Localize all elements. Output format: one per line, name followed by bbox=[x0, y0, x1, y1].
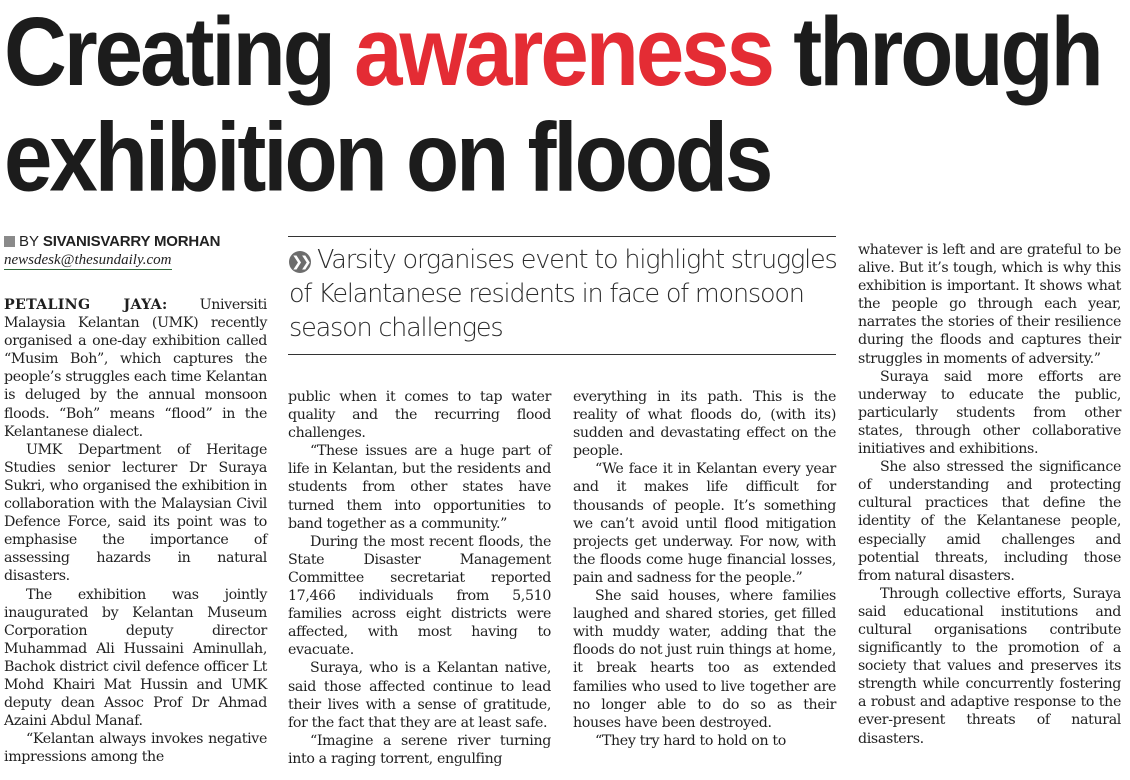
paragraph: Suraya said more efforts are underway to educate the public, particularly students from other states, through other collaborative initiatives and exhibitions. bbox=[858, 368, 1121, 458]
paragraph-text: Universiti Malaysia Kelantan (UMK) recently organised a one-day exhibition called “Musim Boh”, which captures the people’s struggles each time Kelantan is deluged by the annual monsoon floods. “Boh” means “flood” in the Kelantanese dialect. bbox=[4, 297, 267, 440]
paragraph: During the most recent floods, the State Disaster Management Committee secretariat reported 17,466 individuals from 5,510 families across eight districts were affected, with most having to evacuate. bbox=[288, 533, 551, 659]
paragraph: UMK Department of Heritage Studies senior lecturer Dr Suraya Sukri, who organised the exhibition in collaboration with the Malaysian Civil Defence Force, said its point was to emphasise the importance of assessing hazards in natural disasters. bbox=[4, 441, 267, 585]
byline-prefix: BY bbox=[19, 233, 43, 250]
paragraph: She said houses, where families laughed and shared stories, get filled with muddy water, adding that the floods do not just ruin things at home, it break hearts too as extended families who used to live together are no longer able to do so as their houses have been destroyed. bbox=[573, 588, 836, 731]
paragraph: “They try hard to hold on to bbox=[595, 732, 786, 749]
author-email-link[interactable]: newsdesk@thesundaily.com bbox=[4, 252, 172, 268]
deck-bottom-rule bbox=[288, 354, 836, 355]
headline-accent-word: awareness bbox=[354, 0, 773, 107]
paragraph: “We face it in Kelantan every year and it makes life difficult for thousands of people. It’s something we can’t avoid until flood mitigation projects get underway. For now, with the floods come huge financial losses, pain and sadness for the people.” bbox=[573, 461, 836, 586]
double-chevron-right-icon: ❯❯ bbox=[289, 251, 311, 273]
article-column-2 bbox=[288, 388, 551, 768]
byline-square-icon bbox=[4, 236, 15, 247]
deck-text: Varsity organises event to highlight struggles of Kelantanese residents in face of monsoon season challenges bbox=[289, 245, 837, 343]
paragraph: “Imagine a serene river turning into a raging torrent, engulfing bbox=[288, 732, 551, 767]
paragraph: She also stressed the significance of understanding and protecting cultural practices that define the identity of the Kelantanese people, especially amid challenges and potential threats, including those from natural disasters. bbox=[858, 459, 1121, 584]
headline-part-2: through bbox=[772, 0, 1101, 107]
byline bbox=[4, 233, 220, 251]
paragraph: “These issues are a huge part of life in Kelantan, but the residents and students from other states have turned them into opportunities to band together as a community.” bbox=[288, 443, 551, 532]
paragraph bbox=[4, 296, 267, 441]
deck-subheadline bbox=[289, 243, 839, 345]
headline-line-2: exhibition on floods bbox=[4, 103, 771, 212]
paragraph: whatever is left and are grateful to be alive. But it’s tough, which is why this exhibition is important. It shows what the people go through each year, narrates the stories of their resilience during the floods and captures their struggles in moments of adversity.” bbox=[858, 242, 1121, 367]
paragraph: The exhibition was jointly inaugurated by Kelantan Museum Corporation deputy director Muhammad Ali Hussaini Aminullah, Bachok district civil defence officer Lt Mohd Khairi Mat Hussin and UMK deputy dean Assoc Prof Dr Ahmad Azaini Abdul Manaf. bbox=[4, 586, 267, 730]
article-column-4 bbox=[858, 241, 1121, 748]
headline-line-1 bbox=[4, 0, 1129, 105]
paragraph: public when it comes to tap water quality and the recurring flood challenges. bbox=[288, 389, 551, 442]
paragraph: “Kelantan always invokes negative impressions among the bbox=[4, 731, 267, 766]
dateline: PETALING JAYA: bbox=[4, 297, 168, 313]
deck-top-rule bbox=[288, 236, 836, 237]
headline bbox=[4, 0, 1129, 211]
author-name: SIVANISVARRY MORHAN bbox=[42, 233, 221, 250]
paragraph: Through collective efforts, Suraya said educational institutions and cultural organisations contribute significantly to the promotion of a society that values and preserves its strength while concurrently fostering a robust and adaptive response to the ever-present threats of natural disasters. bbox=[858, 585, 1121, 747]
paragraph: Suraya, who is a Kelantan native, said those affected continue to lead their lives with a sense of gratitude, for the fact that they are at least safe. bbox=[288, 660, 551, 731]
headline-part-1: Creating bbox=[4, 0, 355, 107]
paragraph: everything in its path. This is the reality of what floods do, (with its) sudden and devastating effect on the people. bbox=[573, 389, 836, 460]
article-column-1 bbox=[4, 296, 267, 766]
article-column-3 bbox=[573, 388, 836, 750]
